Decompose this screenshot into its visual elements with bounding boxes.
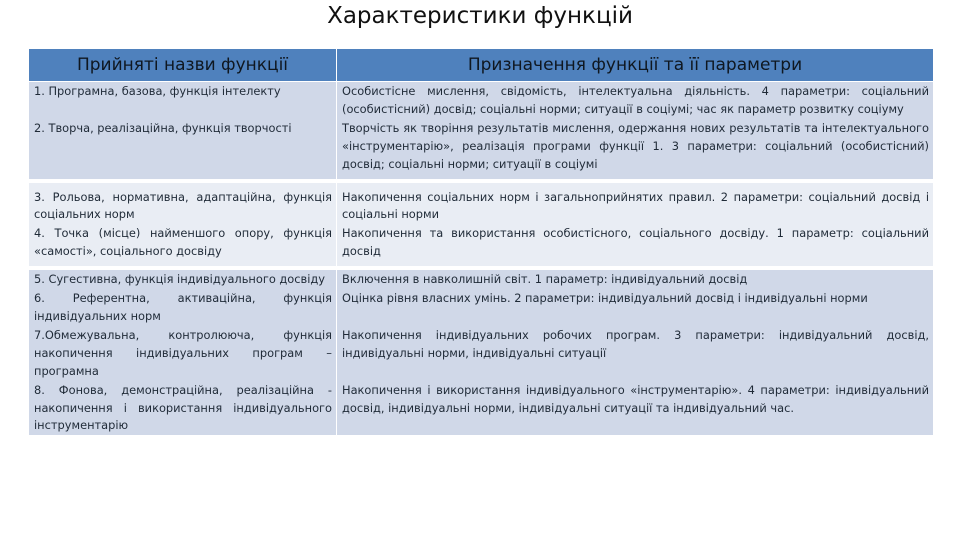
table-row [29, 270, 934, 289]
column-header-names: Прийняті назви функції [29, 49, 337, 82]
page-title: Характеристики функцій [327, 3, 633, 29]
functions-table [28, 48, 934, 435]
function-purpose-cell: Включення в навколишній світ. 1 параметр: індивідуальний досвід [337, 270, 934, 289]
function-name-cell: 6. Референтна, активаційна, функція індивідуальних норм [29, 289, 337, 326]
table-row [29, 326, 934, 381]
function-purpose-cell: Накопичення і використання індивідуального «інструментарію». 4 параметри: індивідуальний досвід, індивідуальні норми, індивідуальні ситуації та індивідуальний час. [337, 381, 934, 436]
function-name-cell: 7.Обмежувальна, контролююча, функція накопичення індивідуальних програм – програмна [29, 326, 337, 381]
function-purpose-cell: Накопичення соціальних норм і загальноприйнятих правил. 2 параметри: соціальний досвід і соціальні норми [337, 188, 934, 225]
function-name-cell: 5. Сугестивна, функція індивідуального досвіду [29, 270, 337, 289]
table-row [29, 188, 934, 225]
function-purpose-cell: Оцінка рівня власних умінь. 2 параметри: індивідуальний досвід і індивідуальні норми [337, 289, 934, 326]
function-name-cell: 1. Програмна, базова, функція інтелекту [29, 82, 337, 119]
function-purpose-cell: Особистісне мислення, свідомість, інтелектуальна діяльність. 4 параметри: соціальний (особистісний) досвід; соціальні норми; ситуації в соціумі; час як параметр розвитку соціуму [337, 82, 934, 119]
function-purpose-cell: Накопичення індивідуальних робочих програм. 3 параметри: індивідуальний досвід, індивідуальні норми, індивідуальні ситуації [337, 326, 934, 381]
table-row [29, 289, 934, 326]
column-header-purpose: Призначення функції та її параметри [337, 49, 934, 82]
function-name-cell: 8. Фонова, демонстраційна, реалізаційна - накопичення і використання індивідуального інструментарію [29, 381, 337, 436]
function-name-cell: 2. Творча, реалізаційна, функція творчості [29, 119, 337, 174]
function-name-cell: 3. Рольова, нормативна, адаптаційна, функція соціальних норм [29, 188, 337, 225]
table-row [29, 82, 934, 119]
function-purpose-cell: Творчість як творіння результатів мислення, одержання нових результатів та інтелектуального «інструментарію», реалізація програми функції 1. 3 параметри: соціальний (особистісний) досвід; соціальні норми; ситуації в соціумі [337, 119, 934, 174]
function-name-cell: 4. Точка (місце) найменшого опору, функція «самості», соціального досвіду [29, 224, 337, 261]
table-header-row [29, 49, 934, 82]
table-row [29, 119, 934, 174]
table-row [29, 381, 934, 436]
function-purpose-cell: Накопичення та використання особистісного, соціального досвіду. 1 параметр: соціальний досвід [337, 224, 934, 261]
table-row [29, 224, 934, 261]
